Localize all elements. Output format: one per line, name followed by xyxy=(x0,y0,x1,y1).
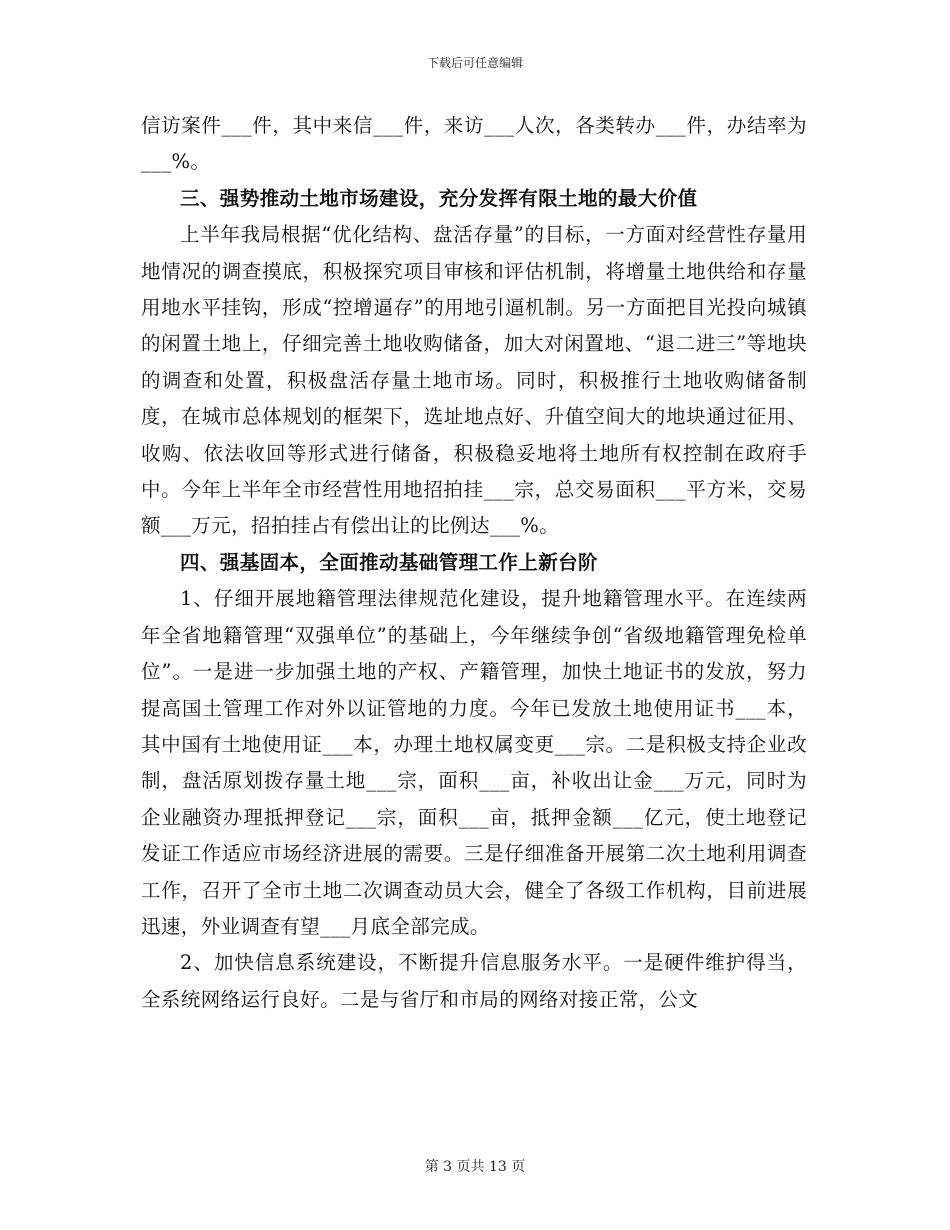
section-heading-3: 三、强势推动土地市场建设，充分发挥有限土地的最大价值 xyxy=(180,186,698,210)
page-header: 下载后可任意编辑 xyxy=(426,56,523,70)
paragraph-continued: 信访案件___件，其中来信___件，来访___人次，各类转办___件，办结率为___%。 xyxy=(141,114,807,174)
page-footer: 第 3 页共 13 页 xyxy=(424,1159,526,1175)
document-body xyxy=(141,108,807,1018)
paragraph-land-market: 上半年我局根据“优化结构、盘活存量”的目标，一方面对经营性存量用地情况的调查摸底，积极探究项目审核和评估机制，将增量土地供给和存量用地水平挂钩，形成“控增逼存”的用地引逼机制。另一方面把目光投向城镇的闲置土地上，仔细完善土地收购储备，加大对闲置地、“退二进三”等地块的调查和处置，积极盘活存量土地市场。同时，积极推行土地收购储备制度，在城市总体规划的框架下，选址地点好、升值空间大的地块通过征用、收购、依法收回等形式进行储备，积极稳妥地将土地所有权控制在政府手中。今年上半年全市经营性用地招拍挂___宗，总交易面积___平方米，交易额___万元，招拍挂占有偿出让的比例达___%。 xyxy=(141,223,807,538)
section-heading-4: 四、强基固本，全面推动基础管理工作上新台阶 xyxy=(180,550,598,574)
paragraph-cadastral-management: 1、仔细开展地籍管理法律规范化建设，提升地籍管理水平。在连续两年全省地籍管理“双强单位”的基础上，今年继续争创“省级地籍管理免检单位”。一是进一步加强土地的产权、产籍管理，加快土地证书的发放，努力提高国土管理工作对外以证管地的力度。今年已发放土地使用证书___本，其中国有土地使用证___本，办理土地权属变更___宗。二是积极支持企业改制，盘活原划拨存量土地___宗，面积___亩，补收出让金___万元，同时为企业融资办理抵押登记___宗，面积___亩，抵押金额___亿元，使土地登记发证工作适应市场经济进展的需要。三是仔细准备开展第二次土地利用调查工作，召开了全市土地二次调查动员大会，健全了各级工作机构，目前进展迅速，外业调查有望___月底全部完成。 xyxy=(141,587,807,938)
paragraph-information-system: 2、加快信息系统建设，不断提升信息服务水平。一是硬件维护得当，全系统网络运行良好。二是与省厅和市局的网络对接正常，公文 xyxy=(141,951,807,1011)
